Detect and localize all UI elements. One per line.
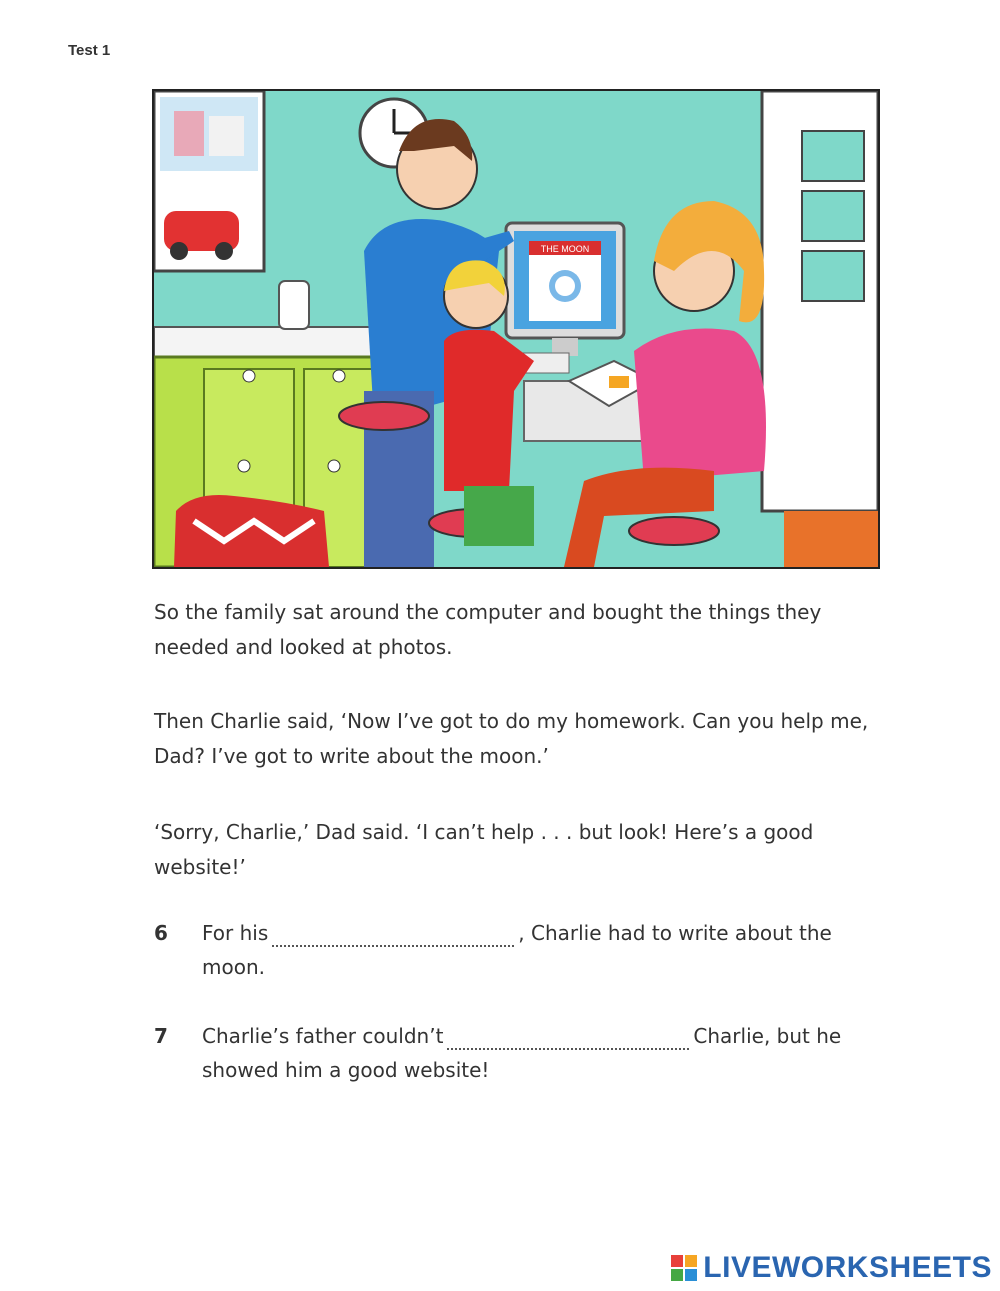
liveworksheets-logo[interactable] [671, 1253, 992, 1283]
question-suffix: Charlie, but he showed him a good website! [202, 1024, 842, 1082]
door-illustration [762, 91, 878, 567]
answer-input-7[interactable] [447, 1028, 689, 1050]
screen-title: THE MOON [540, 244, 590, 254]
story-paragraph-2: Then Charlie said, ‘Now I’ve got to do my homework. Can you help me, Dad? I’ve got to write about the moon.’ [154, 709, 869, 768]
test-label: Test 1 [68, 42, 111, 59]
story-paragraph-1: So the family sat around the computer and bought the things they needed and looked at photos. [154, 600, 822, 659]
logo-square [685, 1255, 697, 1267]
family-computer-illustration [154, 91, 878, 567]
answer-input-6[interactable] [272, 925, 514, 947]
question-suffix: , Charlie had to write about the moon. [202, 921, 832, 979]
question-number: 6 [154, 921, 168, 945]
question-text [202, 916, 852, 984]
logo-squares-icon [671, 1255, 697, 1281]
logo-square [671, 1269, 683, 1281]
question-prefix: For his [202, 921, 269, 945]
story-paragraph-3: ‘Sorry, Charlie,’ Dad said. ‘I can’t help . . . but look! Here’s a good website!’ [154, 820, 814, 879]
question-number: 7 [154, 1024, 168, 1048]
window-illustration [154, 91, 264, 271]
question-text [202, 1019, 852, 1087]
logo-square [671, 1255, 683, 1267]
logo-square [685, 1269, 697, 1281]
logo-text: LIVEWORKSHEETS [703, 1251, 992, 1284]
story-illustration [152, 89, 880, 569]
question-prefix: Charlie’s father couldn’t [202, 1024, 444, 1048]
